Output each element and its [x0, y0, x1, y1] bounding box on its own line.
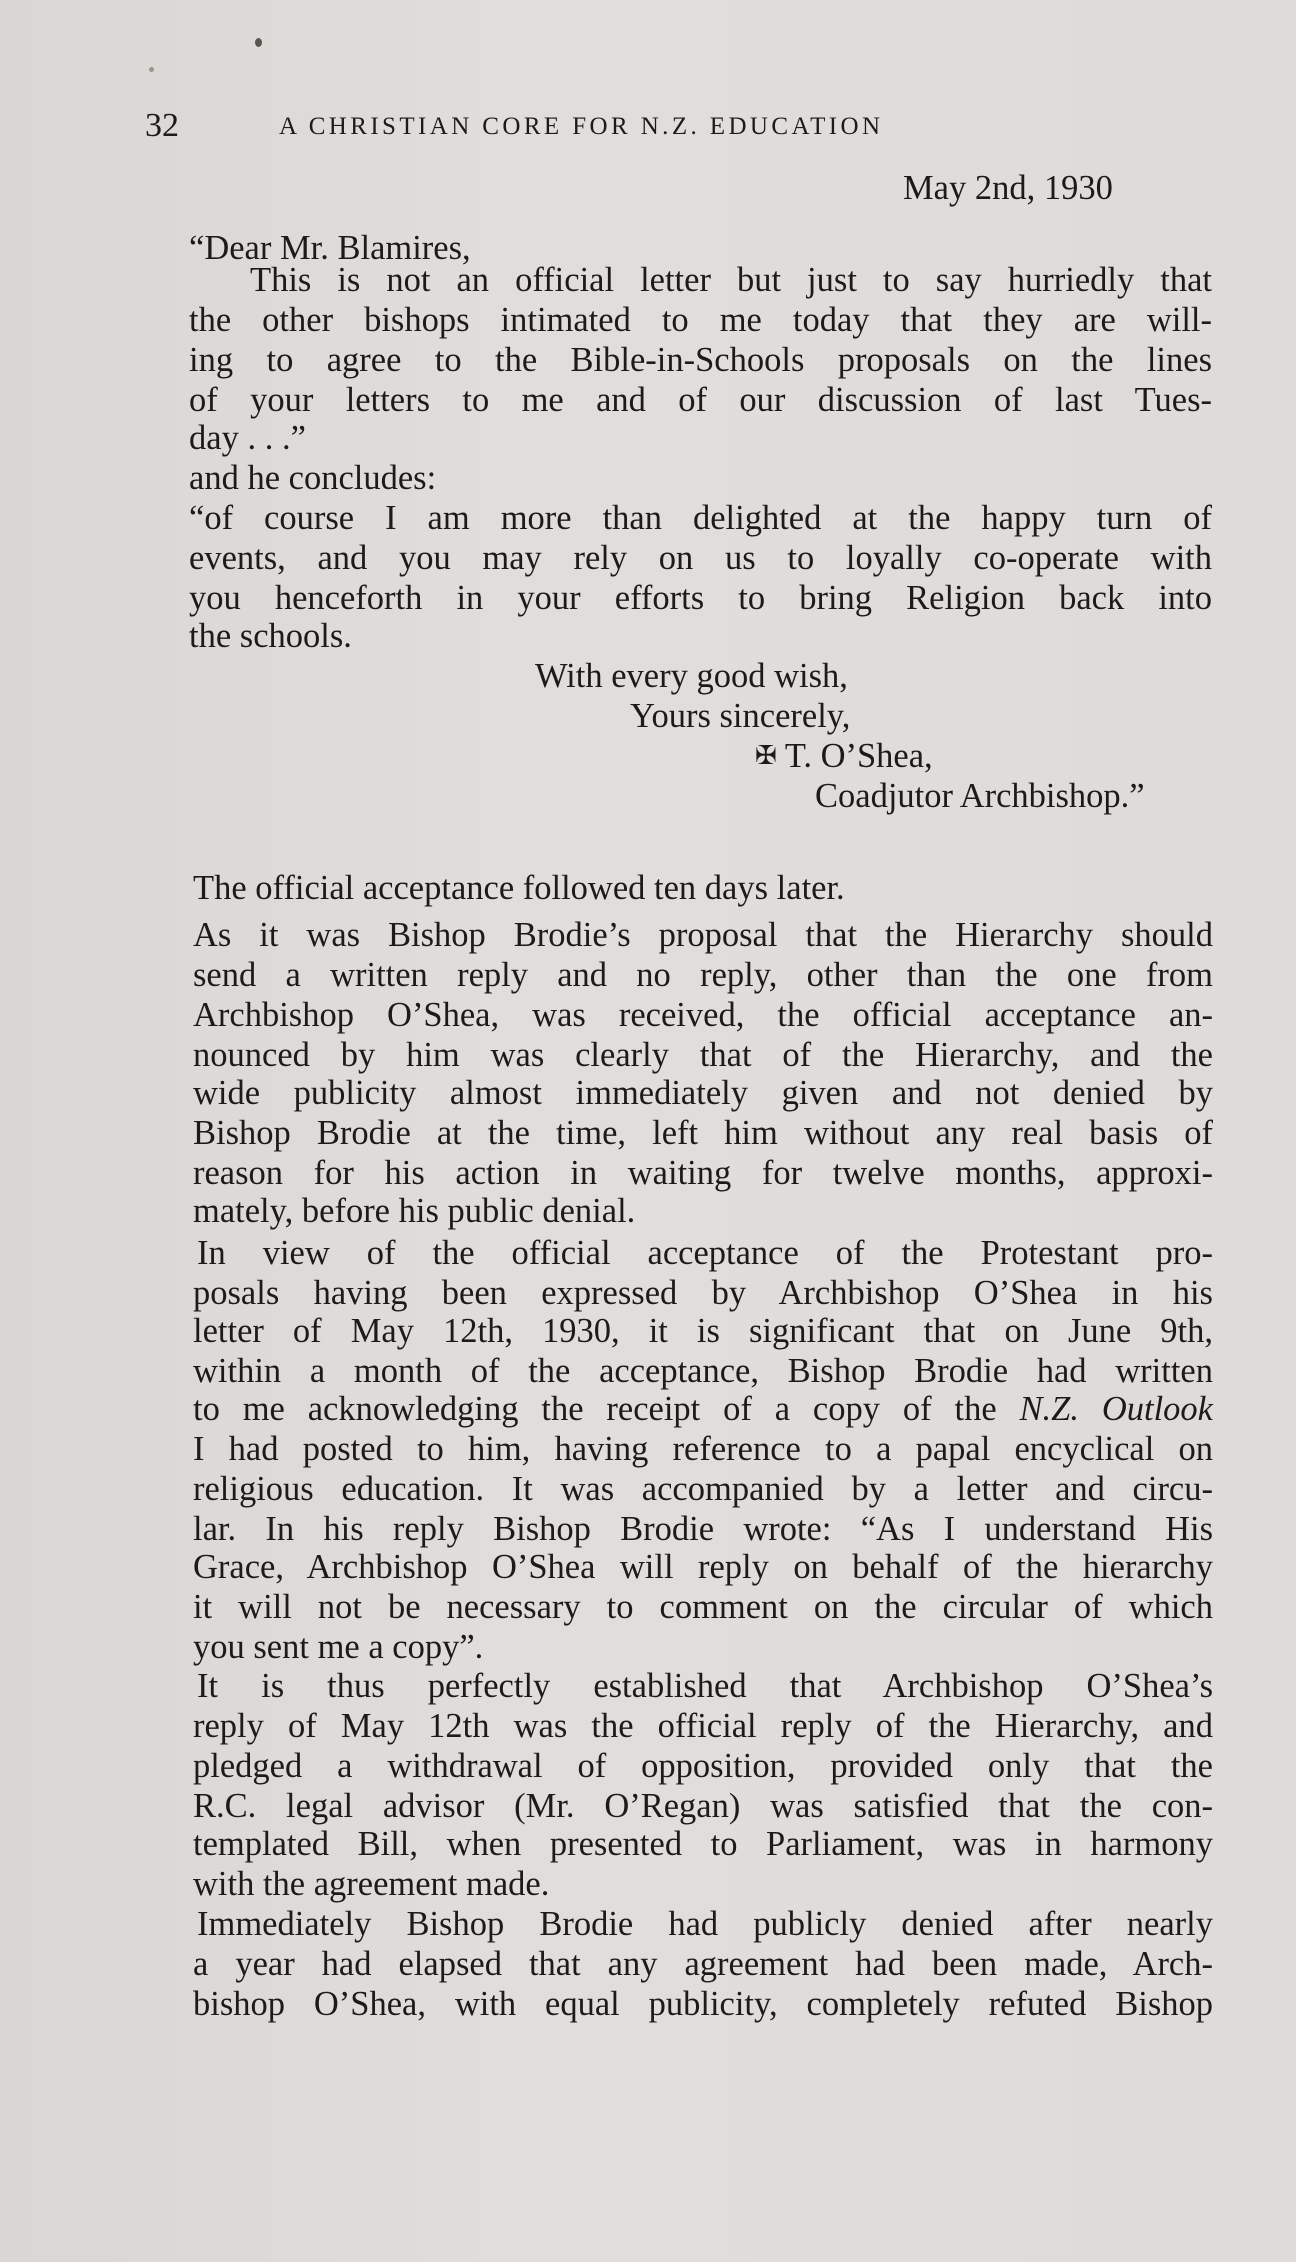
page-number: 32	[145, 107, 179, 144]
paragraph-line: posals having been expressed by Archbishop O’Shea in his	[193, 1274, 1213, 1312]
paragraph-line: with the agreement made.	[193, 1865, 550, 1903]
letter-conclusion-line: the schools.	[189, 617, 352, 655]
letter-line: the other bishops intimated to me today that they are will-	[189, 301, 1212, 339]
letter-bridge: and he concludes:	[189, 459, 437, 497]
letter-conclusion-line: you henceforth in your efforts to bring Religion back into	[189, 579, 1212, 617]
signature-name: T. O’Shea,	[784, 737, 933, 775]
letter-conclusion-line: events, and you may rely on us to loyally co-operate with	[189, 539, 1212, 577]
running-title: A CHRISTIAN CORE FOR N.Z. EDUCATION	[279, 113, 884, 140]
paragraph-line: R.C. legal advisor (Mr. O’Regan) was satisfied that the con-	[193, 1787, 1213, 1825]
letter-signature	[755, 736, 933, 776]
cross-icon: ✠	[755, 741, 777, 771]
publication-title: N.Z. Outlook	[1019, 1390, 1213, 1428]
paragraph-line: It is thus perfectly established that Archbishop O’Shea’s	[197, 1667, 1213, 1705]
letter-salutation: “Dear Mr. Blamires,	[189, 229, 471, 267]
paragraph-line: I had posted to him, having reference to a papal encyclical on	[193, 1430, 1213, 1468]
paragraph-line: within a month of the acceptance, Bishop Brodie had written	[193, 1352, 1213, 1390]
paragraph-line: a year had elapsed that any agreement had been made, Arch-	[193, 1945, 1213, 1983]
paragraph-line: send a written reply and no reply, other than the one from	[193, 956, 1213, 994]
paragraph-line: lar. In his reply Bishop Brodie wrote: “As I understand His	[193, 1510, 1213, 1548]
paragraph-text: to me acknowledging the receipt of a copy of the	[193, 1390, 1020, 1428]
paragraph-line: In view of the official acceptance of the Protestant pro-	[197, 1234, 1213, 1272]
letter-signature-title: Coadjutor Archbishop.”	[815, 777, 1145, 815]
paragraph-line: As it was Bishop Brodie’s proposal that the Hierarchy should	[193, 916, 1213, 954]
letter-date: May 2nd, 1930	[903, 169, 1113, 207]
paragraph-line: The official acceptance followed ten days later.	[193, 869, 845, 907]
paragraph-line: letter of May 12th, 1930, it is significant that on June 9th,	[193, 1312, 1213, 1350]
page-header	[145, 106, 1245, 146]
paragraph-line: pledged a withdrawal of opposition, provided only that the	[193, 1747, 1213, 1785]
paragraph-line: Bishop Brodie at the time, left him without any real basis of	[193, 1114, 1213, 1152]
letter-conclusion-line: “of course I am more than delighted at the happy turn of	[189, 499, 1212, 537]
paragraph-line: nounced by him was clearly that of the Hierarchy, and the	[193, 1036, 1213, 1074]
letter-line: ing to agree to the Bible-in-Schools proposals on the lines	[189, 341, 1212, 379]
letter-line: day . . .”	[189, 419, 306, 457]
letter-closing: With every good wish,	[535, 657, 848, 695]
letter-line: of your letters to me and of our discussion of last Tues-	[189, 381, 1212, 419]
paragraph-line: it will not be necessary to comment on the circular of which	[193, 1588, 1213, 1626]
paragraph-line: Archbishop O’Shea, was received, the official acceptance an-	[193, 996, 1213, 1034]
paragraph-line	[193, 1389, 1213, 1429]
ink-speck	[255, 38, 262, 47]
paragraph-line: religious education. It was accompanied by a letter and circu-	[193, 1470, 1213, 1508]
paragraph-line: templated Bill, when presented to Parliament, was in harmony	[193, 1825, 1213, 1863]
paragraph-line: Immediately Bishop Brodie had publicly denied after nearly	[197, 1905, 1213, 1943]
paragraph-line: reason for his action in waiting for twelve months, approxi-	[193, 1154, 1213, 1192]
paragraph-line: you sent me a copy”.	[193, 1628, 484, 1666]
letter-valediction: Yours sincerely,	[630, 697, 851, 735]
paragraph-line: bishop O’Shea, with equal publicity, completely refuted Bishop	[193, 1985, 1213, 2023]
paragraph-line: wide publicity almost immediately given and not denied by	[193, 1074, 1213, 1112]
paragraph-line: Grace, Archbishop O’Shea will reply on behalf of the hierarchy	[193, 1548, 1213, 1586]
letter-line: This is not an official letter but just to say hurriedly that	[250, 261, 1212, 299]
paragraph-line: reply of May 12th was the official reply of the Hierarchy, and	[193, 1707, 1213, 1745]
ink-speck	[149, 67, 154, 72]
paragraph-line: mately, before his public denial.	[193, 1192, 636, 1230]
